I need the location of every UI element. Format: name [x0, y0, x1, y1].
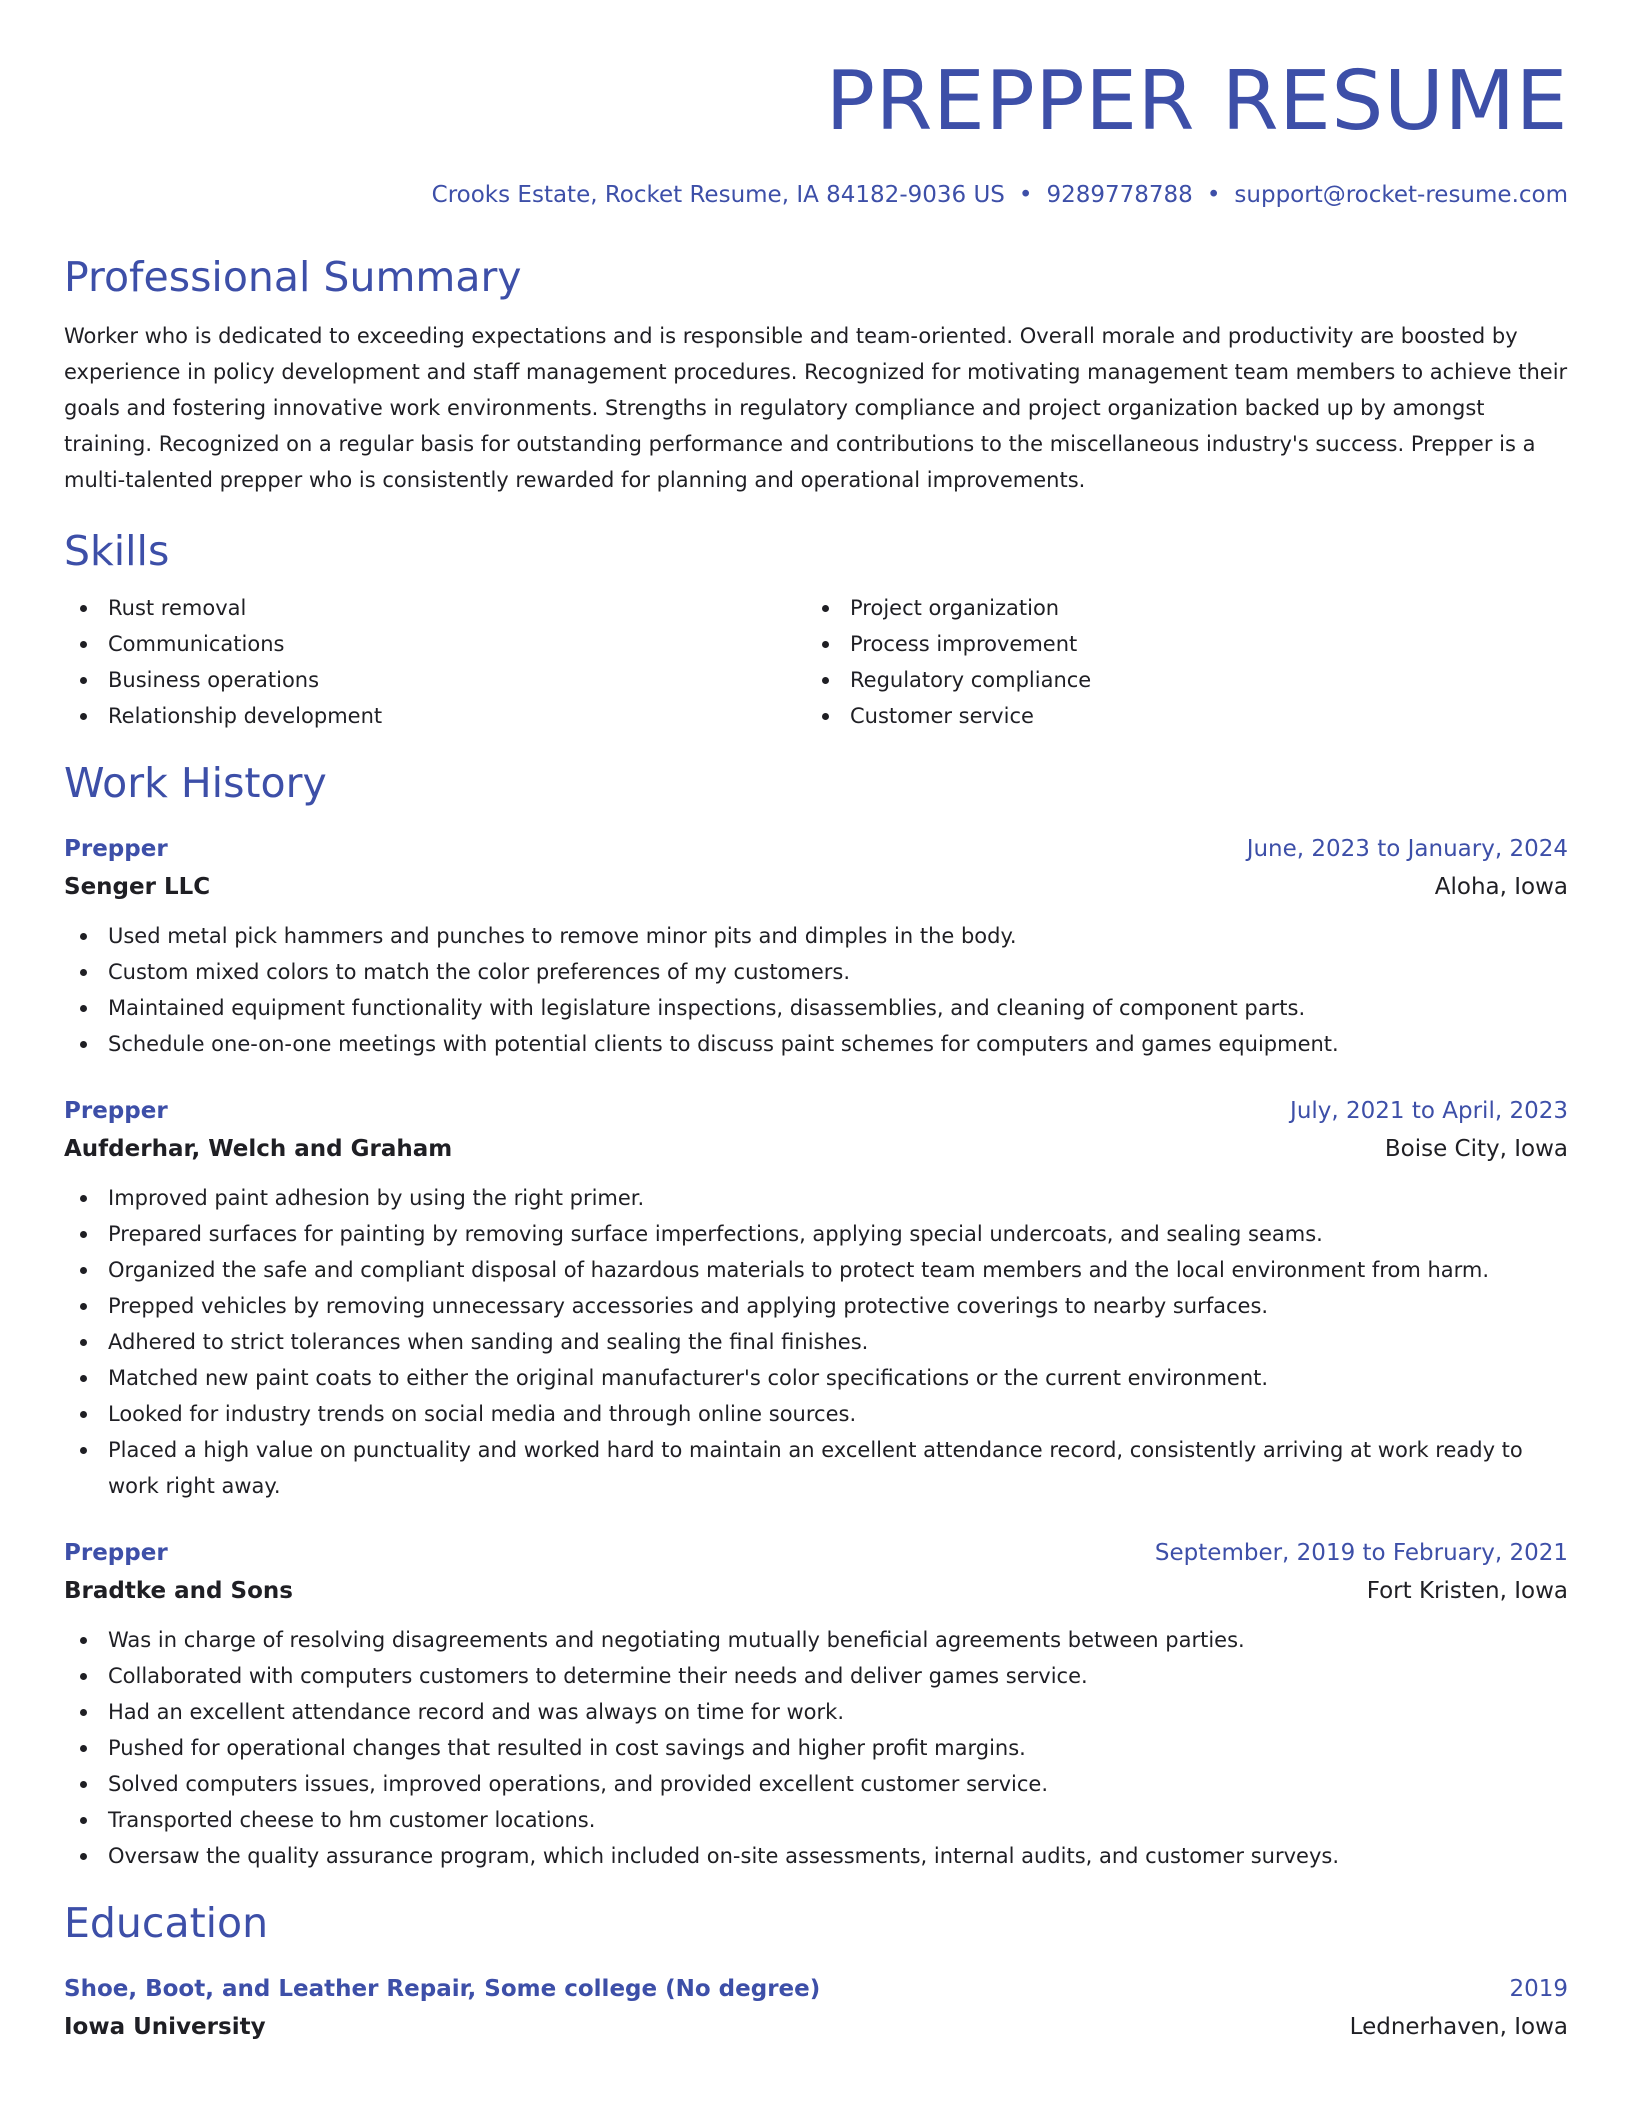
education-year: 2019: [1509, 1976, 1568, 2002]
job-bullet: Used metal pick hammers and punches to remove minor pits and dimples in the body.: [64, 918, 1568, 954]
contact-address: Crooks Estate, Rocket Resume, IA 84182-9036 US: [431, 182, 1005, 208]
job-company: Aufderhar, Welch and Graham: [64, 1136, 453, 1162]
skill-item: Relationship development: [64, 698, 806, 734]
skill-item: Project organization: [806, 590, 1548, 626]
job-bullets: [64, 1622, 1568, 1874]
skill-item: Process improvement: [806, 626, 1548, 662]
job-bullet: Schedule one-on-one meetings with potential clients to discuss paint schemes for computers and games equipment.: [64, 1026, 1568, 1062]
job-bullet: Had an excellent attendance record and was always on time for work.: [64, 1694, 1568, 1730]
job-title: Prepper: [64, 1540, 168, 1566]
section-title-summary: Professional Summary: [64, 253, 522, 301]
job-bullet: Maintained equipment functionality with legislature inspections, disassemblies, and cleaning of component parts.: [64, 990, 1568, 1026]
job-bullet: Looked for industry trends on social media and through online sources.: [64, 1396, 1568, 1432]
job-location: Fort Kristen, Iowa: [1366, 1578, 1568, 1604]
job-dates: June, 2023 to January, 2024: [1246, 836, 1568, 862]
job-bullet: Improved paint adhesion by using the right primer.: [64, 1180, 1568, 1216]
job-bullets: [64, 918, 1568, 1062]
resume-header: [64, 0, 1568, 210]
job-entry: [64, 1538, 1568, 1874]
skills-list: [64, 590, 1568, 734]
job-bullet: Prepped vehicles by removing unnecessary accessories and applying protective coverings to nearby surfaces.: [64, 1288, 1568, 1324]
job-bullet: Transported cheese to hm customer locations.: [64, 1802, 1568, 1838]
contact-separator: •: [1206, 182, 1221, 208]
education-school: Iowa University: [64, 2014, 266, 2040]
summary-text: Worker who is dedicated to exceeding expectations and is responsible and team-oriented. Overall morale and productivity are boosted by experience in policy development and staff management procedures. Recognized for motivating management team members to achieve their goals and fostering innovative work environments. Strengths in regulatory compliance and project organization backed up by amongst training. Recognized on a regular basis for outstanding performance and contributions to the miscellaneous industry's success. Prepper is a multi-talented prepper who is consistently rewarded for planning and operational improvements.: [64, 324, 1568, 492]
job-location: Aloha, Iowa: [1434, 874, 1568, 900]
job-company: Bradtke and Sons: [64, 1578, 293, 1604]
job-location: Boise City, Iowa: [1384, 1136, 1568, 1162]
job-bullet: Prepared surfaces for painting by removing surface imperfections, applying special undercoats, and sealing seams.: [64, 1216, 1568, 1252]
education-degree: Shoe, Boot, and Leather Repair, Some college (No degree): [64, 1976, 821, 2002]
education-location: Lednerhaven, Iowa: [1349, 2014, 1568, 2040]
contact-separator: •: [1018, 182, 1033, 208]
job-entry: [64, 834, 1568, 1062]
job-dates: September, 2019 to February, 2021: [1154, 1540, 1568, 1566]
contact-phone: 9289778788: [1046, 182, 1193, 208]
section-title-education: Education: [64, 1899, 269, 1947]
section-title-work-history: Work History: [64, 759, 327, 807]
job-bullet: Collaborated with computers customers to determine their needs and deliver games service.: [64, 1658, 1568, 1694]
skills-column-left: [64, 590, 806, 734]
job-bullet: Adhered to strict tolerances when sanding and sealing the final finishes.: [64, 1324, 1568, 1360]
skills-column-right: [806, 590, 1548, 734]
job-bullet: Custom mixed colors to match the color preferences of my customers.: [64, 954, 1568, 990]
job-title: Prepper: [64, 1098, 168, 1124]
education-entry: [64, 1974, 1568, 2042]
section-title-skills: Skills: [64, 527, 170, 575]
contact-email: support@rocket-resume.com: [1234, 182, 1568, 208]
skill-item: Communications: [64, 626, 806, 662]
job-bullet: Matched new paint coats to either the original manufacturer's color specifications or the current environment.: [64, 1360, 1568, 1396]
skill-item: Business operations: [64, 662, 806, 698]
job-company: Senger LLC: [64, 874, 211, 900]
job-dates: July, 2021 to April, 2023: [1290, 1098, 1568, 1124]
job-bullet: Solved computers issues, improved operations, and provided excellent customer service.: [64, 1766, 1568, 1802]
skill-item: Customer service: [806, 698, 1548, 734]
job-bullet: Pushed for operational changes that resulted in cost savings and higher profit margins.: [64, 1730, 1568, 1766]
job-bullets: [64, 1180, 1568, 1504]
candidate-name: PREPPER RESUME: [825, 54, 1568, 149]
skill-item: Regulatory compliance: [806, 662, 1548, 698]
contact-line: [64, 180, 1568, 210]
job-bullet: Oversaw the quality assurance program, which included on-site assessments, internal audits, and customer surveys.: [64, 1838, 1568, 1874]
job-entry: [64, 1096, 1568, 1504]
job-title: Prepper: [64, 836, 168, 862]
job-bullet: Was in charge of resolving disagreements and negotiating mutually beneficial agreements between parties.: [64, 1622, 1568, 1658]
job-bullet: Organized the safe and compliant disposal of hazardous materials to protect team members and the local environment from harm.: [64, 1252, 1568, 1288]
skill-item: Rust removal: [64, 590, 806, 626]
job-bullet: Placed a high value on punctuality and worked hard to maintain an excellent attendance record, consistently arriving at work ready to work right away.: [64, 1432, 1568, 1504]
